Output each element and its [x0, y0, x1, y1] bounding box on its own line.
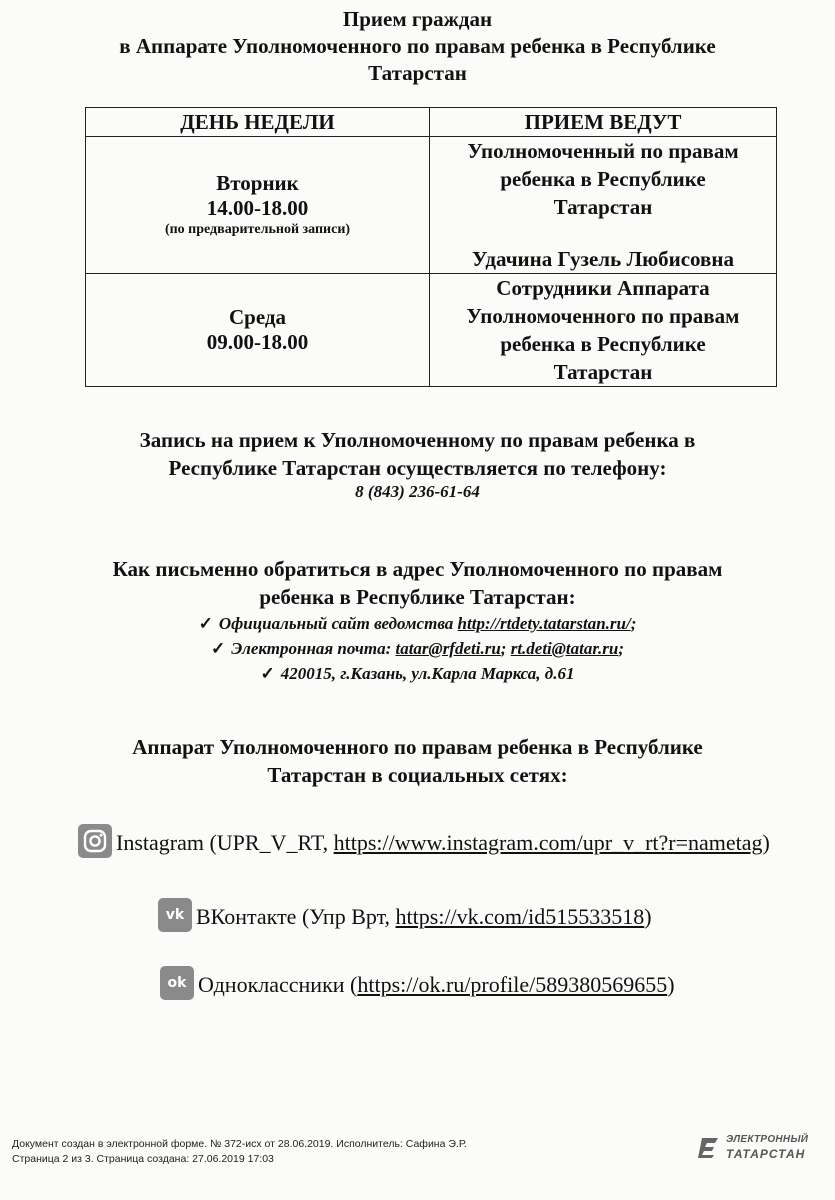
table-row [86, 137, 777, 274]
site-link[interactable]: http://rtdety.tatarstan.ru/ [457, 614, 631, 633]
responsible-line: Уполномоченный по правам [467, 139, 739, 163]
electronic-tatarstan-logo [696, 1132, 816, 1166]
footer-line-2: Страница 2 из 3. Страница создана: 27.06.2019 17:03 [12, 1153, 274, 1165]
vk-prefix: ВКонтакте (Упр Врт, [196, 904, 396, 929]
site-label: Официальный сайт ведомства [218, 614, 454, 633]
email-label: Электронная почта: [231, 639, 392, 658]
footer-line-1: Документ создан в электронной форме. № 372-исх от 28.06.2019. Исполнитель: Сафина Э.Р. [12, 1138, 467, 1150]
written-line-1: Как письменно обратиться в адрес Уполномоченного по правам [112, 557, 723, 581]
email-link-1[interactable]: tatar@rfdeti.ru [395, 639, 501, 658]
ok-text [198, 972, 675, 1000]
table-row [86, 274, 777, 387]
day-time: 14.00-18.00 [206, 196, 309, 220]
day-name: Среда [228, 305, 286, 329]
day-cell [86, 137, 430, 274]
schedule-header-row [86, 108, 777, 137]
site-item: ✓ Официальный сайт ведомства http://rtdety.tatarstan.ru/; [198, 614, 637, 633]
checkmark-icon: ✓ [260, 664, 275, 683]
closing-paren: ) [762, 830, 770, 855]
schedule-table [85, 107, 777, 387]
instagram-entry [78, 818, 770, 858]
day-name: Вторник [216, 171, 299, 195]
day-note: (по предварительной записи) [164, 222, 351, 237]
ok-entry [160, 960, 675, 1000]
vk-text [196, 904, 652, 932]
day-cell [86, 274, 430, 387]
email-item: ✓ Электронная почта: tatar@rfdeti.ru; rt.deti@tatar.ru; [210, 639, 625, 658]
title-line-2: в Аппарате Уполномоченного по правам ребенка в Республике [119, 34, 716, 58]
ok-prefix: Одноклассники ( [198, 972, 358, 997]
document-footer [12, 1137, 467, 1167]
vk-icon[interactable]: vk [158, 898, 192, 932]
written-line-2: ребенка в Республике Татарстан: [259, 585, 576, 609]
postal-address: 420015, г.Казань, ул.Карла Маркса, д.61 [280, 664, 575, 683]
closing-paren: ) [644, 904, 652, 929]
column-header-who: ПРИЕМ ВЕДУТ [430, 108, 777, 137]
column-header-day: ДЕНЬ НЕДЕЛИ [86, 108, 430, 137]
checkmark-icon: ✓ [210, 639, 226, 658]
instagram-icon[interactable] [78, 824, 112, 858]
appointment-line-1: Запись на прием к Уполномоченному по правам ребенка в [139, 428, 696, 452]
address-item [0, 661, 835, 686]
page-title [0, 6, 835, 87]
social-line-2: Татарстан в социальных сетях: [267, 763, 568, 787]
responsible-line: Сотрудники Аппарата [496, 276, 710, 300]
title-line-3: Татарстан [368, 61, 467, 85]
responsible-line: ребенка в Республике [500, 167, 706, 191]
closing-paren: ) [667, 972, 675, 997]
day-time: 09.00-18.00 [206, 330, 309, 354]
responsible-line: Татарстан [553, 360, 653, 384]
responsible-line: Татарстан [553, 195, 653, 219]
vk-entry [158, 892, 652, 932]
ok-icon[interactable]: ok [160, 966, 194, 1000]
responsible-line: ребенка в Республике [500, 332, 706, 356]
checkmark-icon: ✓ [198, 614, 213, 633]
responsible-cell [430, 274, 777, 387]
responsible-cell [430, 137, 777, 274]
phone-number: 8 (843) 236-61-64 [355, 482, 480, 501]
responsible-name: Удачина Гузель Любисовна [472, 247, 734, 271]
social-section-title [0, 733, 835, 789]
instagram-text [116, 830, 770, 858]
responsible-line: Уполномоченного по правам [466, 304, 740, 328]
appointment-section [0, 426, 835, 502]
instagram-prefix: Instagram (UPR_V_RT, [116, 830, 334, 855]
appointment-line-2: Республике Татарстан осуществляется по телефону: [168, 456, 667, 480]
email-link-2[interactable]: rt.deti@tatar.ru [510, 639, 619, 658]
logo-mark-icon [696, 1134, 722, 1160]
social-line-1: Аппарат Уполномоченного по правам ребенка в Республике [132, 735, 703, 759]
title-line-1: Прием граждан [342, 7, 493, 31]
instagram-link[interactable]: https://www.instagram.com/upr_v_rt?r=nametag [333, 830, 763, 855]
logo-line-2: ТАТАРСТАН [726, 1147, 806, 1161]
logo-line-1: ЭЛЕКТРОННЫЙ [726, 1134, 809, 1145]
vk-link[interactable]: https://vk.com/id515533518 [395, 904, 645, 929]
written-section [0, 555, 835, 686]
ok-link[interactable]: https://ok.ru/profile/589380569655 [357, 972, 668, 997]
